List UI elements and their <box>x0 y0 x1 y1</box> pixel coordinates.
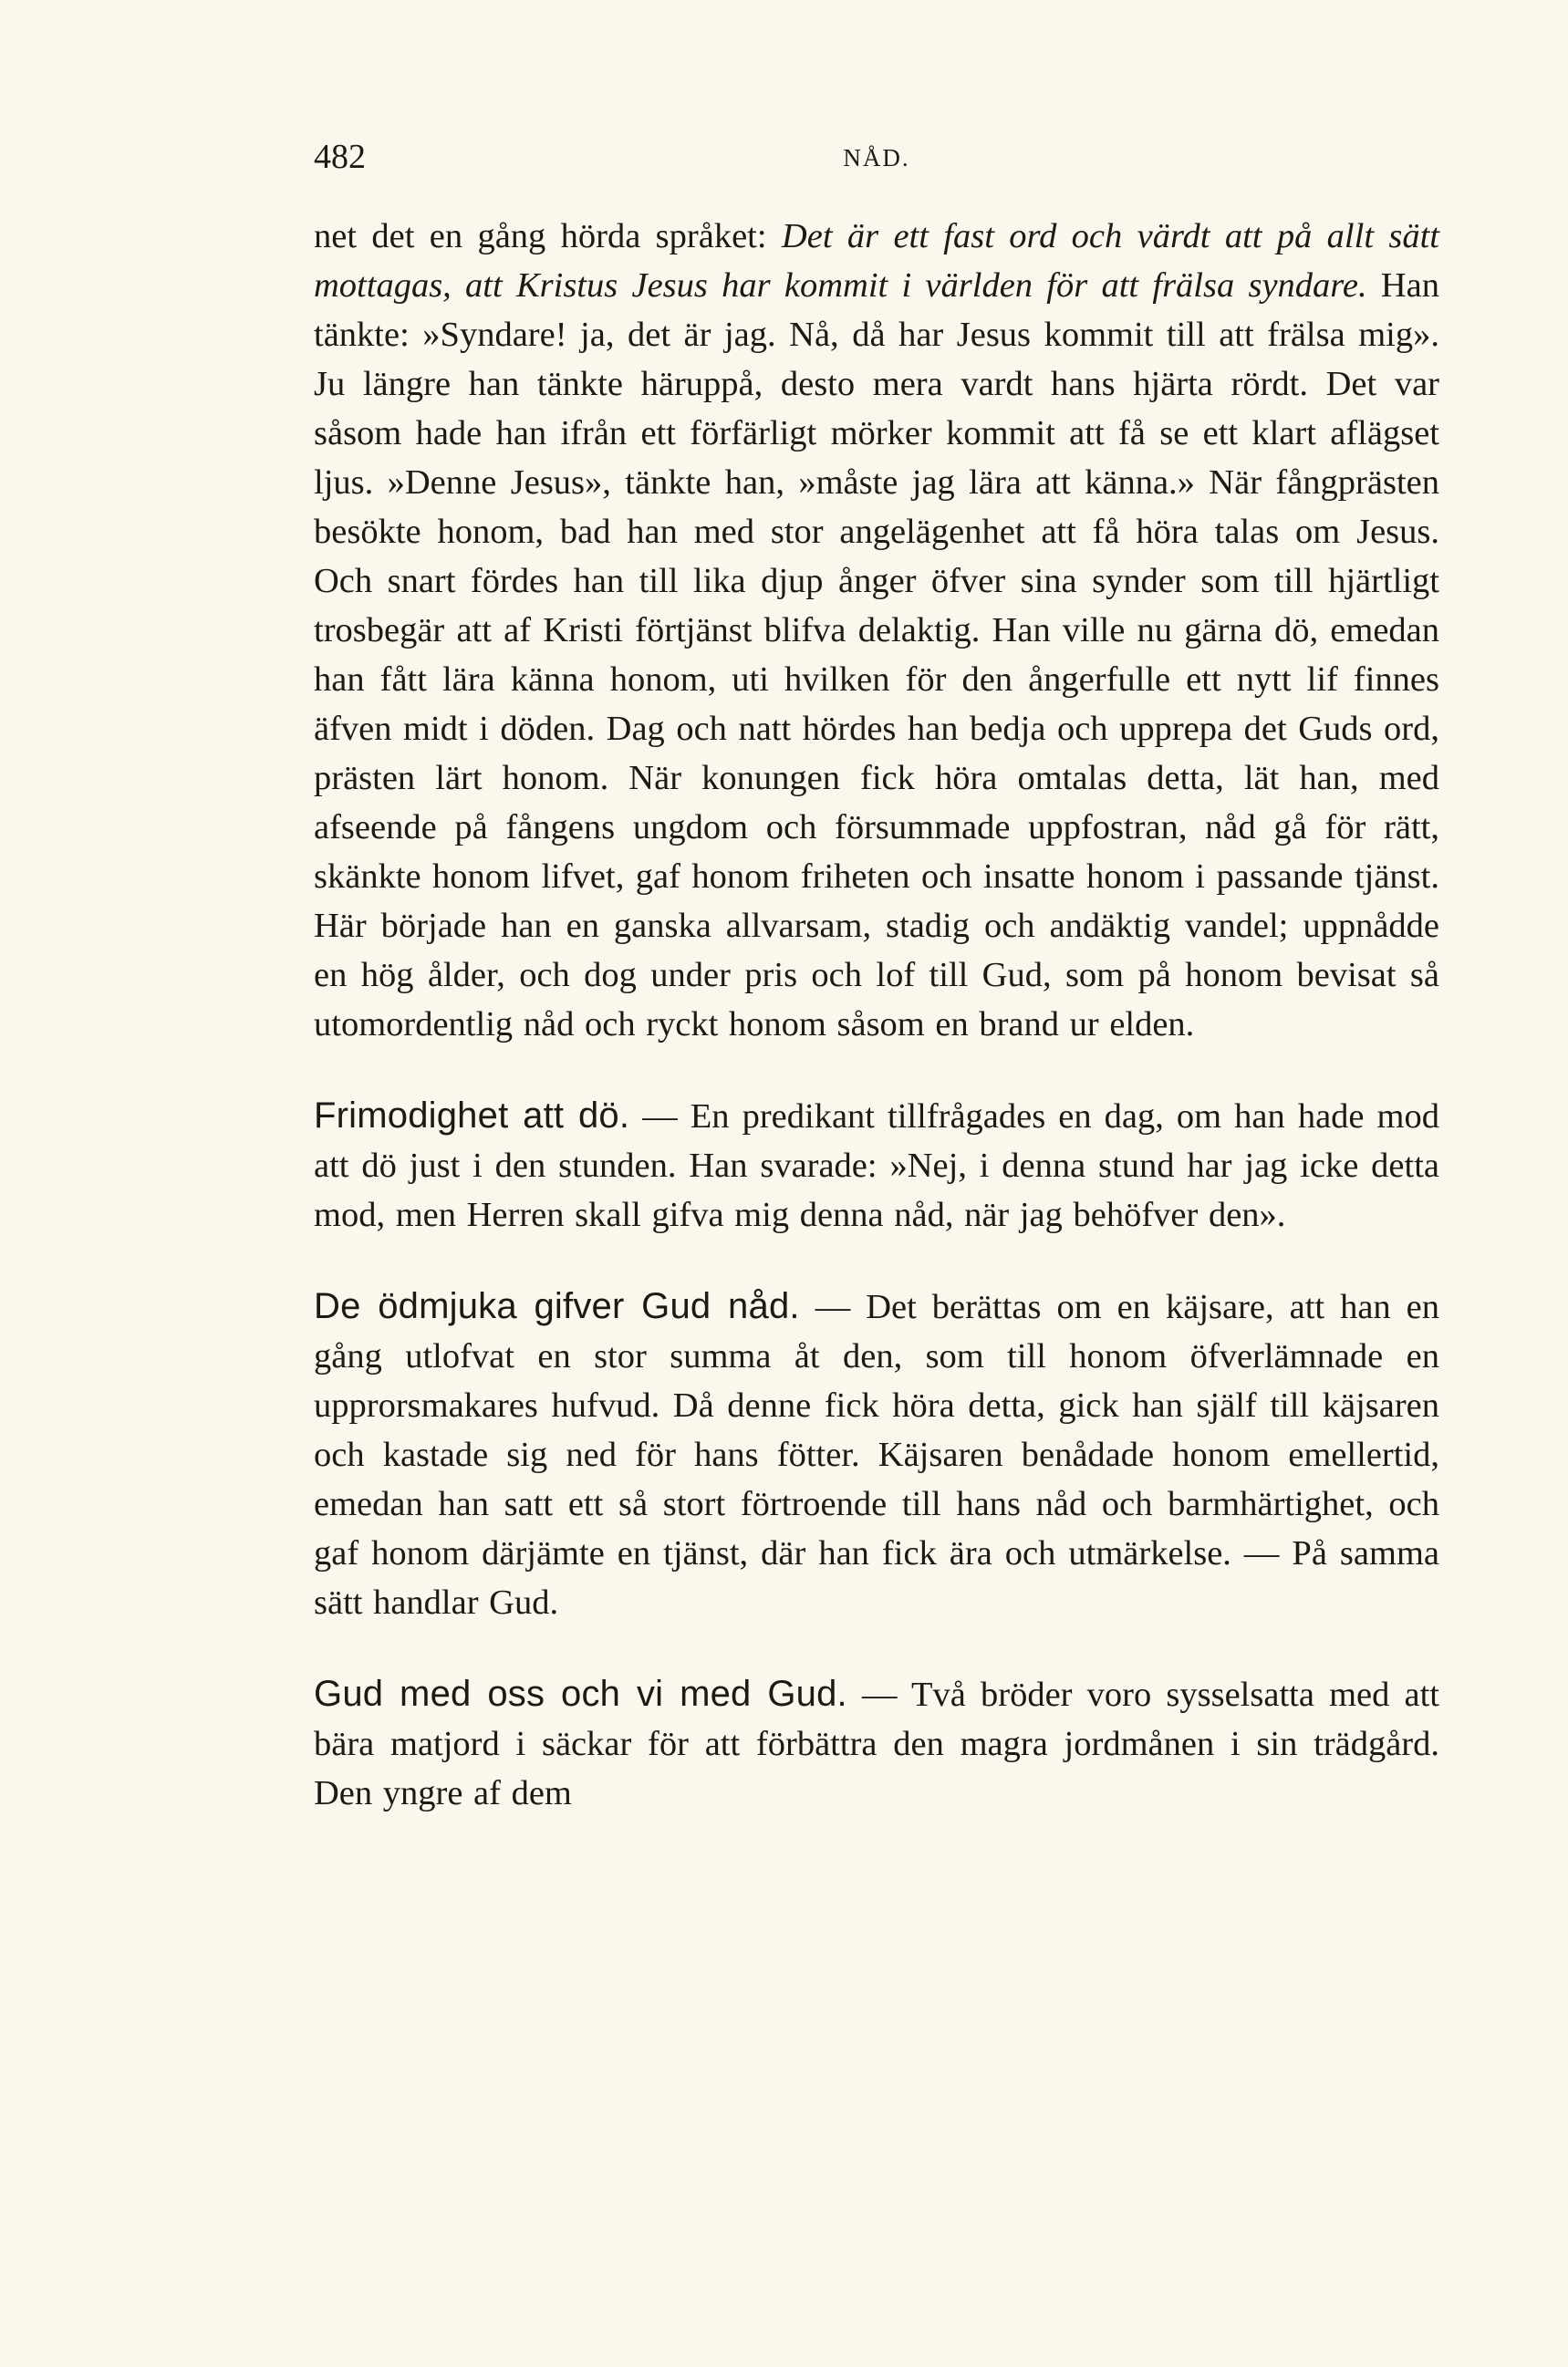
paragraph-text: — Två bröder voro sysselsatta med att bära matjord i säckar för att förbättra den magra jordmånen i sin trädgård. Den yngre af dem <box>314 1676 1440 1812</box>
paragraph-text: — En predikant tillfrågades en dag, om han hade mod att dö just i den stunden. Han svarade: »Nej, i denna stund har jag icke detta mod, men Herren skall gifva mig denna nåd, när jag behöfver den». <box>314 1097 1439 1234</box>
paragraph-frimodighet <box>314 1091 1439 1240</box>
paragraph-text: — Det berättas om en käjsare, att han en gång utlofvat en stor summa åt den, som till honom öfverlämnade en upprorsmakares hufvud. Då denne fick höra detta, gick han själf till käjsaren och kastade sig ned för hans fötter. Käjsaren benådade honom emellertid, emedan han satt ett så stort förtroende till hans nåd och barmhärtighet, och gaf honom därjämte en tjänst, där han fick ära och utmärkelse. — På samma sätt handlar Gud. <box>314 1288 1440 1622</box>
section-heading: Frimodighet att dö. <box>314 1095 630 1136</box>
page-body <box>314 212 1439 1818</box>
section-heading: De ödmjuka gifver Gud nåd. <box>314 1286 800 1326</box>
running-head: NÅD. <box>843 144 910 171</box>
paragraph-gud-med-oss <box>314 1669 1439 1818</box>
page-header <box>314 137 1439 192</box>
section-heading: Gud med oss och vi med Gud. <box>314 1674 847 1714</box>
paragraph-text: Han tänkte: »Syndare! ja, det är jag. Nå, då har Jesus kommit till att frälsa mig». Ju längre han tänkte häruppå, desto mera vardt hans hjärta rördt. Det var såsom hade han ifrån ett förfärligt mörker kommit att få se ett klart aflägset ljus. »Denne Jesus», tänkte han, »måste jag lära att känna.» När fångprästen besökte honom, bad han med stor angelägenhet att få höra talas om Jesus. Och snart fördes han till lika djup ånger öfver sina synder som till hjärtligt trosbegär att af Kristi förtjänst blifva delaktig. Han ville nu gärna dö, emedan han fått lära känna honom, uti hvilken för den ångerfulle ett nytt lif finnes äfven midt i döden. Dag och natt hördes han bedja och upprepa det Guds ord, prästen lärt honom. När konungen fick höra omtalas detta, lät han, med afseende på fångens ungdom och försummade uppfostran, nåd gå för rätt, skänkte honom lifvet, gaf honom friheten och insatte honom i passande tjänst. Här började han en ganska allvarsam, stadig och andäktig vandel; uppnådde en hög ålder, och dog under pris och lof till Gud, som på honom bevisat så utomordentlig nåd och ryckt honom såsom en brand ur elden. <box>314 266 1439 1043</box>
paragraph-continuation <box>314 212 1439 1049</box>
paragraph-text: net det en gång hörda språket: <box>314 217 782 255</box>
italic-quote: Det är ett fast ord och värdt att på allt sätt mottagas, att Kristus Jesus har kommit i världen för att frälsa syndare. <box>314 217 1439 305</box>
paragraph-odmjuka <box>314 1282 1439 1627</box>
page-number: 482 <box>314 138 366 176</box>
